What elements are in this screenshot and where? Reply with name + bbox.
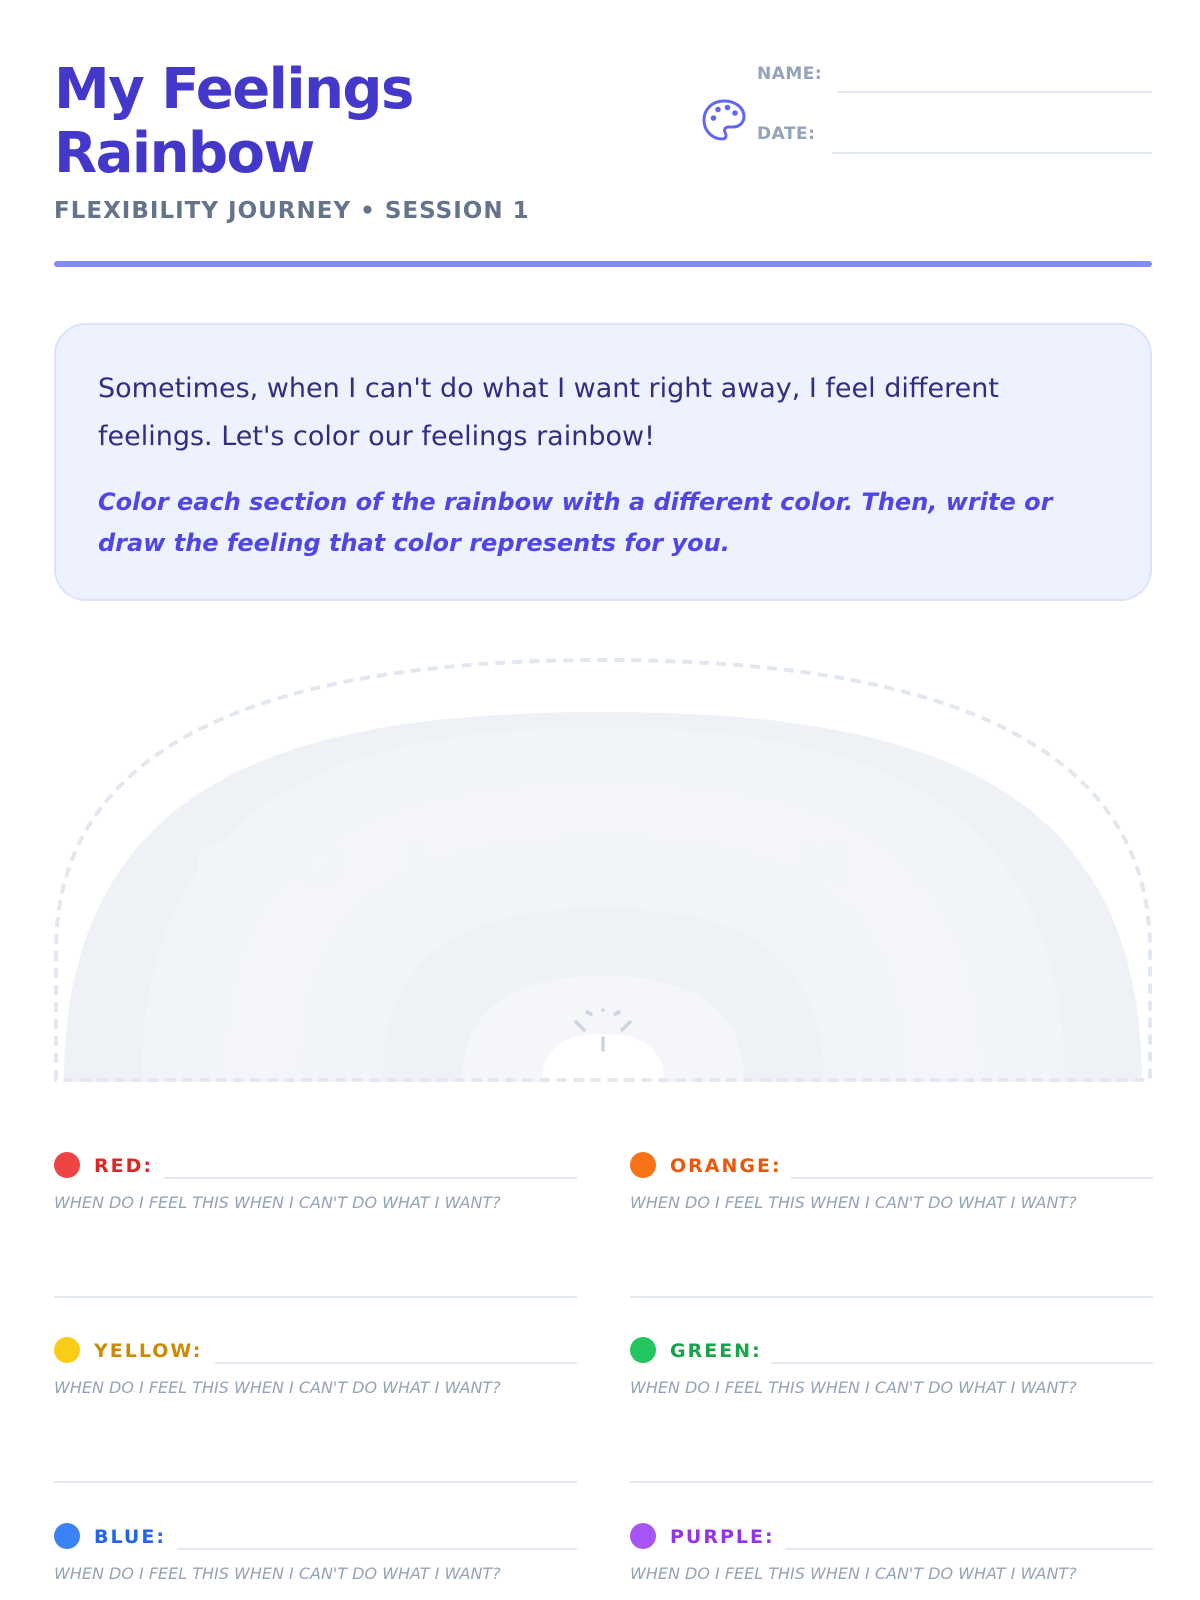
page-title-line-2: Rainbow [54, 121, 314, 186]
purple-prompt: WHEN DO I FEEL THIS WHEN I CAN'T DO WHAT I WANT? [630, 1564, 1077, 1583]
page-subtitle: FLEXIBILITY JOURNEY • SESSION 1 [54, 198, 530, 224]
green-label: GREEN: [670, 1340, 762, 1362]
green-prompt: WHEN DO I FEEL THIS WHEN I CAN'T DO WHAT I WANT? [630, 1378, 1077, 1397]
blue-prompt: WHEN DO I FEEL THIS WHEN I CAN'T DO WHAT I WANT? [54, 1564, 501, 1583]
intro-text: Sometimes, when I can't do what I want right away, I feel different feelings. Let's color our feelings rainbow! [98, 373, 999, 452]
rainbow-coloring-area[interactable] [54, 650, 1152, 1082]
color-me-watermark: COLOR ME [195, 835, 1011, 895]
orange-prompt: WHEN DO I FEEL THIS WHEN I CAN'T DO WHAT I WANT? [630, 1193, 1077, 1212]
orange-answer-line[interactable] [630, 1296, 1153, 1298]
red-answer-line[interactable] [54, 1296, 577, 1298]
intro-box [54, 323, 1152, 601]
blue-label: BLUE: [94, 1526, 166, 1548]
purple-dot [630, 1523, 656, 1549]
purple-label: PURPLE: [670, 1526, 775, 1548]
name-label: NAME: [757, 64, 823, 84]
name-field[interactable] [838, 91, 1152, 93]
palette-icon [700, 97, 748, 145]
red-feeling-field[interactable] [164, 1177, 577, 1179]
blue-feeling-field[interactable] [177, 1548, 577, 1550]
page-title [54, 58, 574, 186]
date-field[interactable] [832, 152, 1152, 154]
green-feeling-field[interactable] [771, 1362, 1153, 1364]
yellow-answer-line[interactable] [54, 1481, 577, 1483]
purple-feeling-field[interactable] [785, 1548, 1153, 1550]
yellow-dot [54, 1337, 80, 1363]
yellow-feeling-field[interactable] [215, 1362, 577, 1364]
header-divider [54, 261, 1152, 267]
yellow-prompt: WHEN DO I FEEL THIS WHEN I CAN'T DO WHAT I WANT? [54, 1378, 501, 1397]
green-answer-line[interactable] [630, 1481, 1153, 1483]
page-title-line-1: My Feelings [54, 57, 413, 122]
intro-instruction: Color each section of the rainbow with a different color. Then, write or draw the feeling that color represents for you. [98, 488, 1053, 557]
orange-dot [630, 1152, 656, 1178]
red-label: RED: [94, 1155, 153, 1177]
red-prompt: WHEN DO I FEEL THIS WHEN I CAN'T DO WHAT I WANT? [54, 1193, 501, 1212]
yellow-label: YELLOW: [94, 1340, 203, 1362]
red-dot [54, 1152, 80, 1178]
blue-dot [54, 1523, 80, 1549]
date-label: DATE: [757, 124, 816, 144]
orange-feeling-field[interactable] [791, 1177, 1153, 1179]
orange-label: ORANGE: [670, 1155, 782, 1177]
green-dot [630, 1337, 656, 1363]
